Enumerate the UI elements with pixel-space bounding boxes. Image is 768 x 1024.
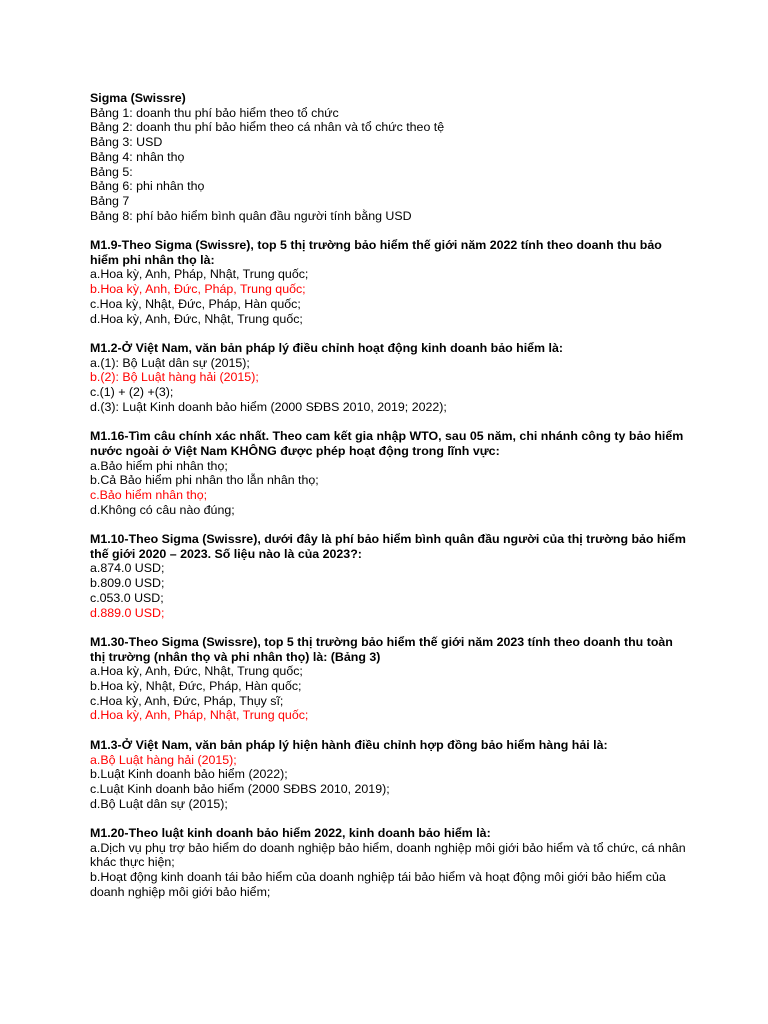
header-title: Sigma (Swissre) [90,91,186,105]
answer-option: c.Hoa kỳ, Anh, Đức, Pháp, Thụy sĩ; [90,693,284,708]
question-block [90,826,690,900]
answer-option: c.Hoa kỳ, Nhật, Đức, Pháp, Hàn quốc; [90,296,301,311]
table-line: Bảng 2: doanh thu phí bảo hiểm theo cá nhân và tổ chức theo tệ [90,120,445,135]
answer-option: c.053.0 USD; [90,590,164,605]
answer-option-correct: c.Bảo hiểm nhân thọ; [90,487,208,502]
answer-option-correct: d.Hoa kỳ, Anh, Pháp, Nhật, Trung quốc; [90,708,309,723]
table-line: Bảng 1: doanh thu phí bảo hiểm theo tổ chức [90,105,339,120]
answer-option: b.Cả Bảo hiểm phi nhân tho lẫn nhân thọ; [90,473,319,488]
question-title: M1.2-Ở Việt Nam, văn bản pháp lý điều chỉnh hoạt động kinh doanh bảo hiểm là: [90,340,563,355]
answer-option: d.Không có câu nào đúng; [90,502,235,517]
answer-option: a.Hoa kỳ, Anh, Pháp, Nhật, Trung quốc; [90,267,309,282]
answer-option: b.Hoa kỳ, Nhật, Đức, Pháp, Hàn quốc; [90,679,302,694]
answer-option-correct: b.Hoa kỳ, Anh, Đức, Pháp, Trung quốc; [90,282,306,297]
answer-option: a.Dịch vụ phụ trợ bảo hiểm do doanh nghiệp bảo hiểm, doanh nghiệp môi giới bảo hiểm và tổ chức, cá nhân khác thực hiện; [90,840,686,870]
sigma-header [90,91,690,223]
answer-option: a.(1): Bộ Luật dân sự (2015); [90,355,250,370]
answer-option: d.Bộ Luật dân sự (2015); [90,796,228,811]
question-title: M1.20-Theo luật kinh doanh bảo hiểm 2022, kinh doanh bảo hiểm là: [90,826,491,841]
answer-option: a.874.0 USD; [90,561,165,576]
question-title: M1.3-Ở Việt Nam, văn bản pháp lý hiện hành điều chỉnh hợp đồng bảo hiểm hàng hải là: [90,737,608,752]
answer-option-correct: a.Bộ Luật hàng hải (2015); [90,752,237,767]
question-title: M1.10-Theo Sigma (Swissre), dưới đây là phí bảo hiểm bình quân đầu người của thị trường bảo hiểm thế giới 2020 – 2023. Số liệu nào là của 2023?: [90,532,686,561]
table-line: Bảng 3: USD [90,135,163,150]
document-body [90,91,690,900]
answer-option: b.Hoạt động kinh doanh tái bảo hiểm của doanh nghiệp tái bảo hiểm và hoạt động môi giới bảo hiểm của doanh nghiệp môi giới bảo hiểm; [90,870,666,899]
answer-option-correct: b.(2): Bộ Luật hàng hải (2015); [90,370,259,385]
question-block [90,341,690,415]
question-block [90,429,690,517]
answer-option: a.Bảo hiểm phi nhân thọ; [90,458,228,473]
answer-option: b.Luật Kinh doanh bảo hiểm (2022); [90,767,288,782]
table-line: Bảng 4: nhân thọ [90,149,185,164]
answer-option-correct: d.889.0 USD; [90,605,165,620]
question-block [90,635,690,723]
question-title: M1.30-Theo Sigma (Swissre), top 5 thị trường bảo hiểm thế giới năm 2023 tính theo doanh thu toàn thị trường (nhân thọ và phi nhân thọ) là: (Bảng 3) [90,634,673,664]
answer-option: c.Luật Kinh doanh bảo hiểm (2000 SĐBS 2010, 2019); [90,781,390,796]
answer-option: d.Hoa kỳ, Anh, Đức, Nhật, Trung quốc; [90,311,303,326]
table-line: Bảng 6: phi nhân thọ [90,179,205,194]
answer-option: a.Hoa kỳ, Anh, Đức, Nhật, Trung quốc; [90,664,303,679]
table-line: Bảng 8: phí bảo hiểm bình quân đầu người tính bằng USD [90,208,412,223]
question-block [90,532,690,620]
question-title: M1.9-Theo Sigma (Swissre), top 5 thị trường bảo hiểm thế giới năm 2022 tính theo doanh thu bảo hiểm phi nhân thọ là: [90,238,662,267]
question-title: M1.16-Tìm câu chính xác nhất. Theo cam kết gia nhập WTO, sau 05 năm, chi nhánh công ty bảo hiểm nước ngoài ở Việt Nam KHÔNG được phép hoạt động trong lĩnh vực: [90,429,684,458]
answer-option: b.809.0 USD; [90,576,165,591]
answer-option: c.(1) + (2) +(3); [90,385,174,400]
answer-option: d.(3): Luật Kinh doanh bảo hiểm (2000 SĐBS 2010, 2019; 2022); [90,399,447,414]
table-line: Bảng 5: [90,164,133,179]
question-block [90,238,690,326]
table-line: Bảng 7 [90,193,130,208]
question-block [90,738,690,812]
